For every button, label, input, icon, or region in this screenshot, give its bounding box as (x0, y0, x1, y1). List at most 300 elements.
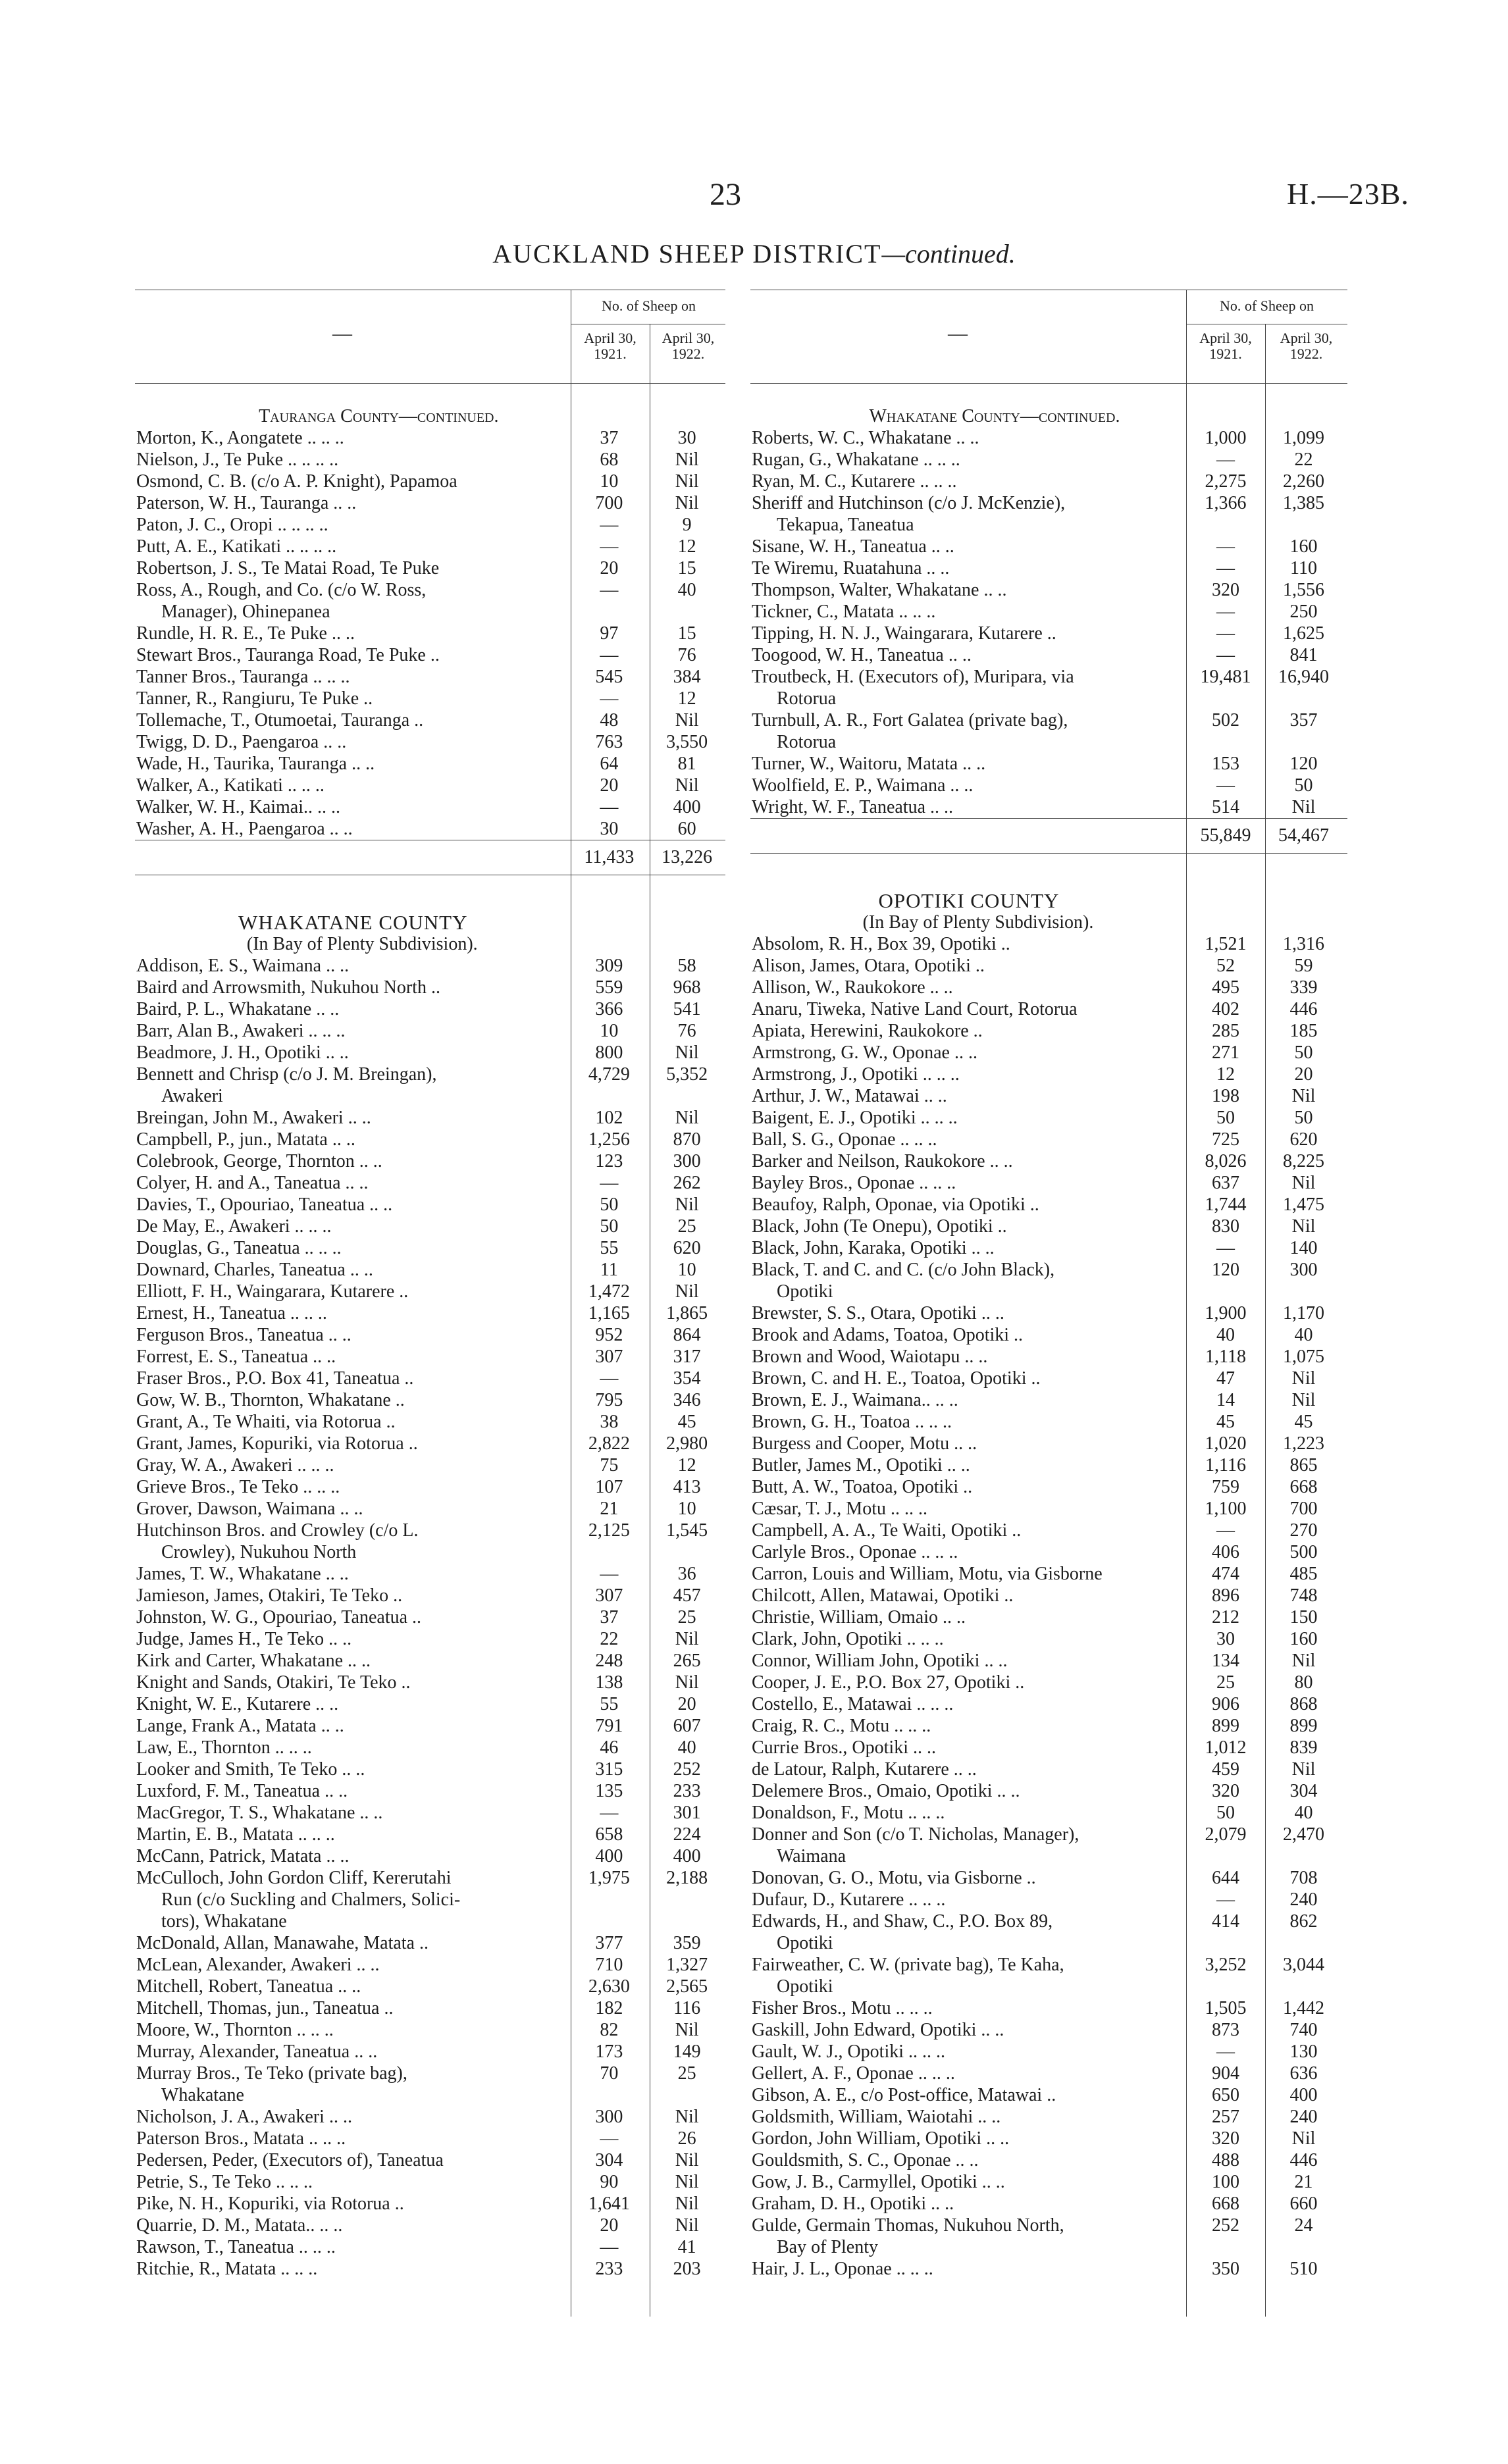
sheep-1922: Nil (675, 1042, 699, 1063)
owner-name: Black, T. and C. and C. (c/o John Black), (752, 1260, 1055, 1280)
owner-name: Tollemache, T., Otumoetai, Tauranga .. (136, 710, 424, 731)
sheep-1922: 25 (677, 1607, 696, 1628)
sheep-1922: 400 (673, 1846, 701, 1866)
owner-name: Allison, W., Raukokore .. .. (752, 977, 953, 998)
sheep-1921: 474 (1212, 1564, 1239, 1584)
sheep-1921: 350 (1212, 2259, 1239, 2279)
sheep-1922: 12 (677, 688, 696, 709)
sheep-1922: Nil (675, 1194, 699, 1215)
sheep-1921: 710 (595, 1955, 623, 1975)
sheep-1922 (648, 1541, 725, 1563)
sheep-1922: Nil (675, 1281, 699, 1302)
sheep-1921: 8,026 (1205, 1151, 1247, 1171)
sheep-1922: 130 (1289, 2041, 1318, 2062)
owner-name: Mitchell, Thomas, jun., Taneatua .. (136, 1998, 394, 2018)
table-row (135, 1824, 725, 1845)
sheep-1922: 2,565 (666, 1976, 708, 1997)
owner-name: Grover, Dawson, Waimana .. .. (136, 1499, 363, 1519)
owner-name: Gulde, Germain Thomas, Nukuhou North, (752, 2215, 1064, 2236)
table-row (135, 1585, 725, 1606)
table-row (750, 405, 1347, 427)
sheep-1921: — (600, 1368, 619, 1389)
sheep-1922: Nil (675, 471, 699, 492)
sheep-1922: Nil (675, 2150, 699, 2170)
sheep-1922 (648, 933, 725, 955)
sheep-1922: Nil (675, 1108, 699, 1128)
owner-name: Butt, A. W., Toatoa, Opotiki .. (752, 1477, 973, 1497)
sheep-1921: 644 (1212, 1868, 1239, 1888)
owner-name: Beaufoy, Ralph, Oponae, via Opotiki .. (752, 1194, 1039, 1215)
owner-name: Alison, James, Otara, Opotiki .. (752, 956, 985, 976)
table-row (750, 1281, 1347, 1302)
owner-name: Tickner, C., Matata .. .. .. (752, 602, 936, 622)
sheep-1921: 1,020 (1205, 1433, 1247, 1454)
sheep-1922: 252 (673, 1759, 701, 1780)
owner-name: Grieve Bros., Te Teko .. .. .. (136, 1477, 340, 1497)
owner-name: Toogood, W. H., Taneatua .. .. (752, 645, 972, 665)
sheep-1921: 20 (600, 558, 619, 578)
sheep-1922 (648, 2084, 725, 2106)
sheep-1921: 30 (1216, 1629, 1235, 1649)
total-label (135, 840, 570, 875)
table-row (135, 2128, 725, 2149)
owner-name: Forrest, E. S., Taneatua .. .. (136, 1347, 336, 1367)
owner-name: Paton, J. C., Oropi .. .. .. .. (136, 515, 328, 535)
sheep-1922: Nil (675, 710, 699, 731)
sheep-1922: 265 (673, 1651, 701, 1671)
table-row (135, 666, 725, 688)
sheep-1921: 1,366 (1205, 493, 1247, 513)
sheep-1921: 1,472 (588, 1281, 630, 1302)
sheep-1921: — (600, 1564, 619, 1584)
owner-name: Tauranga County—continued. (259, 406, 499, 426)
sheep-1922: 41 (677, 2237, 696, 2257)
owner-name: Chilcott, Allen, Matawai, Opotiki .. (752, 1585, 1014, 1606)
owner-name: Sisane, W. H., Taneatua .. .. (752, 536, 954, 557)
table-row (135, 933, 725, 955)
sheep-1921: 1,165 (588, 1303, 630, 1323)
page-number: 23 (710, 177, 741, 212)
sheep-1921: 502 (1212, 710, 1239, 731)
table-row (135, 1715, 725, 1737)
sheep-1922: 457 (673, 1585, 701, 1606)
sheep-1922: 21 (1294, 2172, 1313, 2192)
sheep-1922: 25 (677, 2063, 696, 2084)
sheep-1921: 1,100 (1205, 1499, 1247, 1519)
sheep-1921: 153 (1212, 754, 1239, 774)
owner-name: Rugan, G., Whakatane .. .. .. (752, 449, 960, 470)
sheep-1922: 400 (673, 797, 701, 817)
sheep-1922: 541 (673, 999, 701, 1019)
owner-name: Ritchie, R., Matata .. .. .. (136, 2259, 318, 2279)
owner-name: tors), Whakatane (161, 1911, 287, 1932)
sheep-1922 (1265, 1976, 1342, 1997)
sheep-1922: 700 (1289, 1499, 1318, 1519)
table-row (750, 998, 1347, 1020)
sheep-1922: Nil (1291, 2128, 1316, 2149)
owner-name: Hair, J. L., Oponae .. .. .. (752, 2259, 933, 2279)
sheep-1922: 446 (1289, 999, 1318, 1019)
sheep-1921: 97 (600, 623, 619, 644)
owner-name: Beadmore, J. H., Opotiki .. .. (136, 1042, 349, 1063)
sheep-1922: 317 (673, 1347, 701, 1367)
table-row (750, 1520, 1347, 1541)
owner-name: Moore, W., Thornton .. .. .. (136, 2020, 334, 2040)
table-row (135, 875, 725, 911)
table-row (750, 2106, 1347, 2128)
sheep-1921: — (600, 1173, 619, 1193)
owner-name: Ernest, H., Taneatua .. .. .. (136, 1303, 327, 1323)
sheep-1922: 240 (1289, 2107, 1318, 2127)
table-row (135, 1672, 725, 1693)
sheep-1921: 212 (1212, 1607, 1239, 1628)
sheep-1922: 1,442 (1283, 1998, 1324, 2018)
sheep-1921: 830 (1212, 1216, 1239, 1237)
sheep-1922: 203 (673, 2259, 701, 2279)
table-row (135, 579, 725, 601)
sheep-1921: 20 (600, 2215, 619, 2236)
owner-name: Armstrong, J., Opotiki .. .. .. (752, 1064, 960, 1085)
sheep-1922: 15 (677, 623, 696, 644)
sheep-1922: 2,980 (666, 1433, 708, 1454)
owner-name: Opotiki (777, 1976, 833, 1997)
table-row (135, 557, 725, 579)
table-row (750, 1845, 1347, 1867)
sheep-1922: 22 (1294, 449, 1313, 470)
table-row (135, 1281, 725, 1302)
table-row (750, 1194, 1347, 1216)
sheep-1922: 413 (673, 1477, 701, 1497)
sheep-1921: 1,000 (1205, 428, 1247, 448)
table-row (750, 796, 1347, 818)
owner-name: Gaskill, John Edward, Opotiki .. .. (752, 2020, 1004, 2040)
sheep-1922: Nil (1291, 1651, 1316, 1671)
sheep-1921: 46 (600, 1737, 619, 1758)
sheep-1921: 100 (1212, 2172, 1239, 2192)
table-row (135, 2019, 725, 2041)
sheep-1922: 899 (1289, 1716, 1318, 1736)
sheep-1922: 140 (1289, 1238, 1318, 1258)
owner-name: Bayley Bros., Oponae .. .. .. (752, 1173, 956, 1193)
sheep-1922: 1,865 (666, 1303, 708, 1323)
table-row (135, 2258, 725, 2280)
sheep-1921: 320 (1212, 1781, 1239, 1801)
owner-name: Donaldson, F., Motu .. .. .. (752, 1803, 945, 1823)
sheep-1921: 514 (1212, 797, 1239, 817)
table-row (135, 1324, 725, 1346)
table-row (750, 1302, 1347, 1324)
owner-name: Cooper, J. E., P.O. Box 27, Opotiki .. (752, 1672, 1025, 1693)
sheep-1921 (570, 911, 649, 933)
sheep-1922: 81 (677, 754, 696, 774)
header-dash: — (948, 322, 968, 344)
owner-name: Downard, Charles, Taneatua .. .. (136, 1260, 373, 1280)
sheep-1921: 12 (1216, 1064, 1235, 1085)
owner-name: Looker and Smith, Te Teko .. .. (136, 1759, 365, 1780)
sheep-1921: 70 (600, 2063, 619, 2084)
table-row (135, 1454, 725, 1476)
sheep-1921: — (600, 2237, 619, 2257)
table-row (750, 2236, 1347, 2258)
owner-name: Rotorua (777, 732, 837, 752)
table-row (750, 644, 1347, 666)
sheep-1922: Nil (675, 493, 699, 513)
sheep-1921: 4,729 (588, 1064, 630, 1085)
sheep-1921 (1186, 514, 1265, 536)
sheep-1922: 500 (1289, 1542, 1318, 1562)
table-row (750, 1454, 1347, 1476)
header-bottom-rule (135, 383, 725, 384)
sheep-1921: 300 (595, 2107, 623, 2127)
owner-name: Goldsmith, William, Waiotahi .. .. (752, 2107, 1001, 2127)
sheep-1921 (1186, 1976, 1265, 1997)
sheep-1922 (648, 601, 725, 623)
table-row (750, 1389, 1347, 1411)
owner-name: Te Wiremu, Ruatahuna .. .. (752, 558, 950, 578)
table-row (750, 1824, 1347, 1845)
sheep-1921: 30 (600, 819, 619, 839)
table-row (135, 796, 725, 818)
owner-name: Knight, W. E., Kutarere .. .. (136, 1694, 339, 1714)
sheep-1921 (1186, 1932, 1265, 1954)
table-row (750, 2019, 1347, 2041)
owner-name: Delemere Bros., Omaio, Opotiki .. .. (752, 1781, 1020, 1801)
sheep-1922: Nil (1291, 1086, 1316, 1106)
sheep-1921: 45 (1216, 1412, 1235, 1432)
sheep-1921: 1,012 (1205, 1737, 1247, 1758)
owner-name: Grant, James, Kopuriki, via Rotorua .. (136, 1433, 418, 1454)
table-row (135, 775, 725, 796)
table-row (750, 1129, 1347, 1150)
sheep-1922: 116 (673, 1998, 701, 2018)
table-row (135, 1259, 725, 1281)
table-row (135, 1172, 725, 1194)
owner-name: Paterson, W. H., Tauranga .. .. (136, 493, 357, 513)
sheep-1921: — (1216, 602, 1235, 622)
sheep-1922 (648, 1889, 725, 1911)
sheep-1921: 459 (1212, 1759, 1239, 1780)
sheep-1922: Nil (675, 1672, 699, 1693)
owner-name: McCulloch, John Gordon Cliff, Kererutahi (136, 1868, 452, 1888)
owner-name: Gibson, A. E., c/o Post-office, Matawai .. (752, 2085, 1056, 2105)
owner-name: Barker and Neilson, Raukokore .. .. (752, 1151, 1013, 1171)
sheep-1921: 414 (1212, 1911, 1239, 1932)
sheep-1921: — (1216, 536, 1235, 557)
county-heading: WHAKATANE COUNTY (238, 911, 468, 933)
owner-name: Gray, W. A., Awakeri .. .. .. (136, 1455, 334, 1476)
sheep-1922: 160 (1289, 1629, 1318, 1649)
sheep-1922: 149 (673, 2041, 701, 2062)
sheep-1922: 865 (1289, 1455, 1318, 1476)
sheep-1921: 50 (1216, 1803, 1235, 1823)
sheep-1921: — (600, 645, 619, 665)
owner-name: Wright, W. F., Taneatua .. .. (752, 797, 954, 817)
table-row (750, 1042, 1347, 1064)
owner-name: (In Bay of Plenty Subdivision). (862, 912, 1094, 933)
owner-name: Hutchinson Bros. and Crowley (c/o L. (136, 1520, 419, 1541)
sheep-1921: 904 (1212, 2063, 1239, 2084)
sheep-1922 (1265, 1932, 1342, 1954)
table-row (750, 1346, 1347, 1368)
owner-name: Breingan, John M., Awakeri .. .. (136, 1108, 371, 1128)
table-row (750, 890, 1347, 911)
sheep-1922 (1265, 890, 1342, 911)
sheep-1921: 19,481 (1200, 667, 1251, 687)
sheep-1921: 304 (595, 2150, 623, 2170)
sheep-1922: 1,099 (1283, 428, 1324, 448)
sheep-1921: 366 (595, 999, 623, 1019)
owner-name: Edwards, H., and Shaw, C., P.O. Box 89, (752, 1911, 1053, 1932)
owner-name: Craig, R. C., Motu .. .. .. (752, 1716, 931, 1736)
owner-name: Carron, Louis and William, Motu, via Gisborne (752, 1564, 1103, 1584)
sheep-1922: 40 (1294, 1803, 1313, 1823)
owner-name: Campbell, A. A., Te Waiti, Opotiki .. (752, 1520, 1022, 1541)
table-row (750, 1237, 1347, 1259)
owner-name: Rundle, H. R. E., Te Puke .. .. (136, 623, 355, 644)
sheep-1921: 1,641 (588, 2194, 630, 2214)
sheep-1921: 400 (595, 1846, 623, 1866)
owner-name: Ball, S. G., Oponae .. .. .. (752, 1129, 937, 1150)
sheep-1921: 47 (1216, 1368, 1235, 1389)
sheep-1922: 1,316 (1283, 934, 1324, 954)
sheep-1922 (648, 405, 725, 427)
table-row (135, 1780, 725, 1802)
table-row (750, 1259, 1347, 1281)
owner-name: Dufaur, D., Kutarere .. .. .. (752, 1889, 946, 1910)
sheep-1921 (1186, 1845, 1265, 1867)
table-row (750, 775, 1347, 796)
owner-name: Kirk and Carter, Whakatane .. .. (136, 1651, 371, 1671)
header-1921: April 30, 1921. (1199, 330, 1252, 362)
sheep-1922 (1265, 731, 1342, 753)
sheep-1922: 76 (677, 1021, 696, 1041)
sheep-1922: Nil (1291, 1759, 1316, 1780)
owner-name: Graham, D. H., Opotiki .. .. (752, 2194, 954, 2214)
table-row (750, 731, 1347, 753)
sheep-1922: 1,556 (1283, 580, 1324, 600)
owner-name: Murray Bros., Te Teko (private bag), (136, 2063, 407, 2084)
table-row (135, 998, 725, 1020)
sheep-1921: 198 (1212, 1086, 1239, 1106)
owner-name: Baird and Arrowsmith, Nukuhou North .. (136, 977, 440, 998)
owner-name: Carlyle Bros., Oponae .. .. .. (752, 1542, 958, 1562)
table-row (750, 1758, 1347, 1780)
table-row (135, 1932, 725, 1954)
sheep-1921: — (600, 515, 619, 535)
sheep-1922: Nil (675, 2215, 699, 2236)
table-row (750, 427, 1347, 449)
owner-name: Putt, A. E., Katikati .. .. .. .. (136, 536, 337, 557)
sheep-1922: Nil (1291, 1216, 1316, 1237)
sheep-1922: 668 (1289, 1477, 1318, 1497)
sheep-1922: 3,550 (666, 732, 708, 752)
owner-name: Gault, W. J., Opotiki .. .. .. (752, 2041, 946, 2062)
sheep-1922: 20 (677, 1694, 696, 1714)
owner-name: Opotiki (777, 1933, 833, 1953)
owner-name: Arthur, J. W., Matawai .. .. (752, 1086, 947, 1106)
sheep-1921: 2,125 (588, 1520, 630, 1541)
table-row (750, 623, 1347, 644)
table-row (135, 911, 725, 933)
sheep-1922 (1265, 1281, 1342, 1302)
table-row (135, 1976, 725, 1997)
table-row (750, 1433, 1347, 1454)
sheep-1921: 1,505 (1205, 1998, 1247, 2018)
table-row (750, 818, 1347, 854)
table-row (750, 1324, 1347, 1346)
owner-name: Whakatane (161, 2085, 244, 2105)
sheep-1921: 759 (1212, 1477, 1239, 1497)
sheep-1922: Nil (1291, 1173, 1316, 1193)
sheep-1921: 233 (595, 2259, 623, 2279)
sheep-1921: 1,116 (1205, 1455, 1246, 1476)
table-row (750, 1867, 1347, 1889)
table-row (135, 1476, 725, 1498)
table-row (135, 492, 725, 514)
sheep-1922: 233 (673, 1781, 701, 1801)
sheep-1921: 120 (1212, 1260, 1239, 1280)
table-row (135, 2106, 725, 2128)
sheep-1922: 1,075 (1283, 1347, 1324, 1367)
owner-name: Tanner, R., Rangiuru, Te Puke .. (136, 688, 373, 709)
sheep-1921: 20 (600, 775, 619, 796)
table-row (135, 1129, 725, 1150)
table-row (750, 579, 1347, 601)
table-row (750, 688, 1347, 709)
table-row (135, 514, 725, 536)
header-1922: April 30, 1922. (662, 330, 715, 362)
sheep-1922: 354 (673, 1368, 701, 1389)
table-row (750, 536, 1347, 557)
table-row (750, 492, 1347, 514)
table-row (135, 1194, 725, 1216)
sheep-1921: 1,256 (588, 1129, 630, 1150)
right-table (750, 290, 1347, 2317)
owner-name: Addison, E. S., Waimana .. .. (136, 956, 350, 976)
sheep-1922: 2,188 (666, 1868, 708, 1888)
document-reference: H.—23B. (1287, 177, 1409, 211)
sheep-1921: 82 (600, 2020, 619, 2040)
sheep-1922 (648, 1085, 725, 1107)
sheep-1921 (1186, 854, 1265, 890)
county-heading: OPOTIKI COUNTY (878, 890, 1060, 911)
table-row (135, 731, 725, 753)
sheep-1921: 134 (1212, 1651, 1239, 1671)
sheep-1922: 45 (1294, 1412, 1313, 1432)
page-heading (0, 238, 1508, 269)
table-row (135, 1911, 725, 1932)
table-row (750, 1911, 1347, 1932)
owner-name: Douglas, G., Taneatua .. .. .. (136, 1238, 342, 1258)
table-row (750, 1411, 1347, 1433)
sheep-1921: 138 (595, 1672, 623, 1693)
owner-name: Judge, James H., Te Teko .. .. (136, 1629, 352, 1649)
sheep-1922: 50 (1294, 1042, 1313, 1063)
owner-name: Christie, William, Omaio .. .. (752, 1607, 966, 1628)
table-row (135, 1541, 725, 1563)
table-row (135, 1802, 725, 1824)
sheep-1921: 50 (1216, 1108, 1235, 1128)
sheep-1921: 495 (1212, 977, 1239, 998)
owner-name: Davies, T., Opouriao, Taneatua .. .. (136, 1194, 393, 1215)
table-row (135, 1237, 725, 1259)
sheep-1922 (1265, 2236, 1342, 2258)
table-row (750, 1064, 1347, 1085)
table-row (135, 2149, 725, 2171)
sheep-1922: 15 (677, 558, 696, 578)
sheep-1922: 185 (1289, 1021, 1318, 1041)
owner-name: Gellert, A. F., Oponae .. .. .. (752, 2063, 955, 2084)
